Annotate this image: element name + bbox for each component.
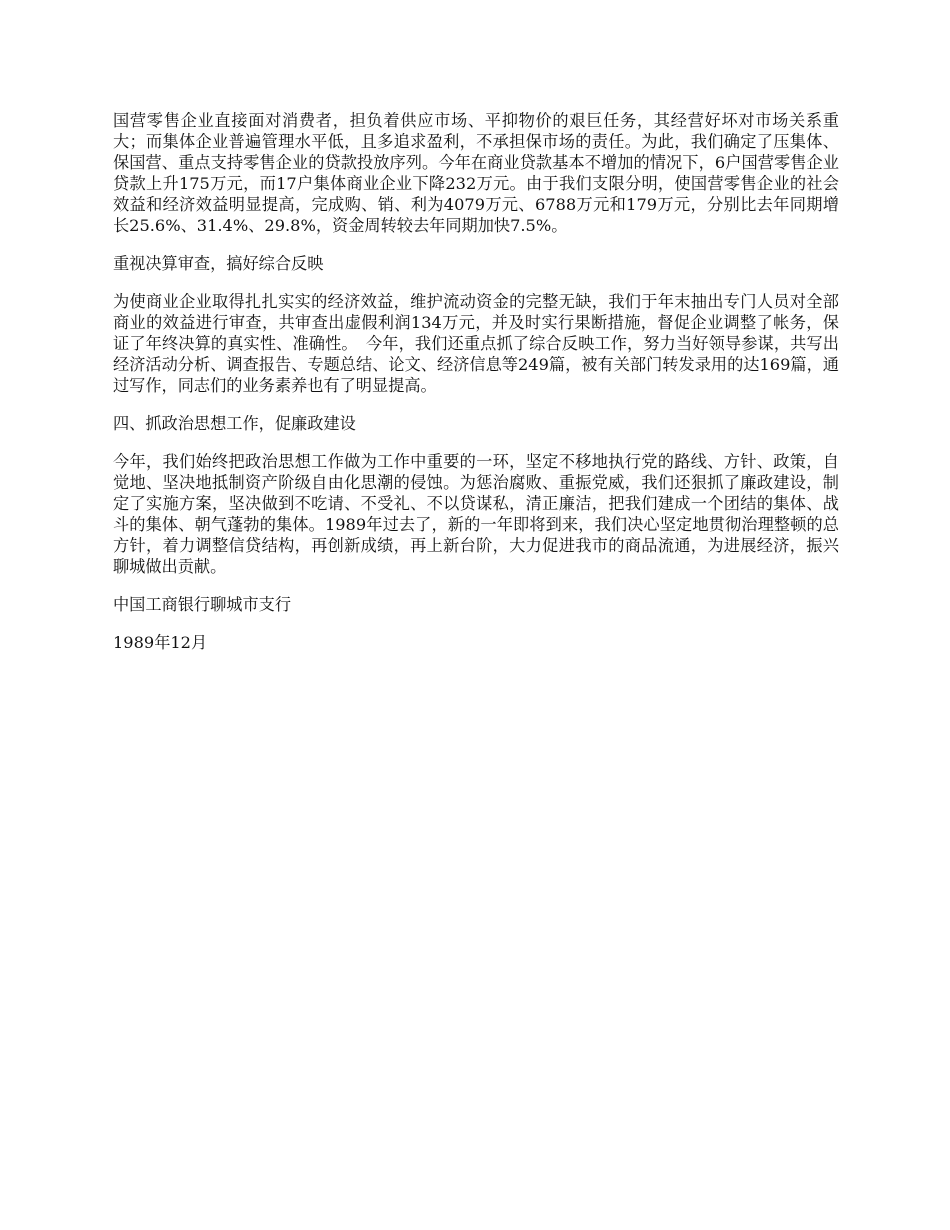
signature-date: 1989年12月 <box>113 633 208 652</box>
section-heading-political-work: 四、抓政治思想工作，促廉政建设 <box>113 414 356 433</box>
signature-organization: 中国工商银行聊城市支行 <box>113 595 292 614</box>
section-heading-audit: 重视决算审查，搞好综合反映 <box>113 254 324 273</box>
document-page <box>113 110 839 670</box>
paragraph-political-work: 今年，我们始终把政治思想工作做为工作中重要的一环，坚定不移地执行党的路线、方针、政策，自觉地、坚决地抵制资产阶级自由化思潮的侵蚀。为惩治腐败、重振党威，我们还狠抓了廉政建设，制定了实施方案，坚决做到不吃请、不受礼、不以贷谋私，清正廉洁，把我们建成一个团结的集体、战斗的集体、朝气蓬勃的集体。1989年过去了，新的一年即将到来，我们决心坚定地贯彻治理整顿的总方针，着力调整信贷结构，再创新成绩，再上新台阶，大力促进我市的商品流通，为进展经济，振兴聊城做出贡献。 <box>113 452 839 576</box>
paragraph-audit-review: 为使商业企业取得扎扎实实的经济效益，维护流动资金的完整无缺，我们于年末抽出专门人员对全部商业的效益进行审查，共审查出虚假利润134万元，并及时实行果断措施，督促企业调整了帐务，保证了年终决算的真实性、准确性。 今年，我们还重点抓了综合反映工作，努力当好领导参谋，共写出经济活动分析、调查报告、专题总结、论文、经济信息等249篇，被有关部门转发录用的达169篇，通过写作，同志们的业务素养也有了明显提高。 <box>113 292 839 395</box>
paragraph-retail-loans: 国营零售企业直接面对消费者，担负着供应市场、平抑物价的艰巨任务，其经营好坏对市场关系重大；而集体企业普遍管理水平低，且多追求盈利，不承担保市场的责任。为此，我们确定了压集体、保国营、重点支持零售企业的贷款投放序列。今年在商业贷款基本不增加的情况下，6户国营零售企业贷款上升175万元，而17户集体商业企业下降232万元。由于我们支限分明，使国营零售企业的社会效益和经济效益明显提高，完成购、销、利为4079万元、6788万元和179万元，分别比去年同期增长25.6%、31.4%、29.8%，资金周转较去年同期加快7.5%。 <box>113 111 839 235</box>
